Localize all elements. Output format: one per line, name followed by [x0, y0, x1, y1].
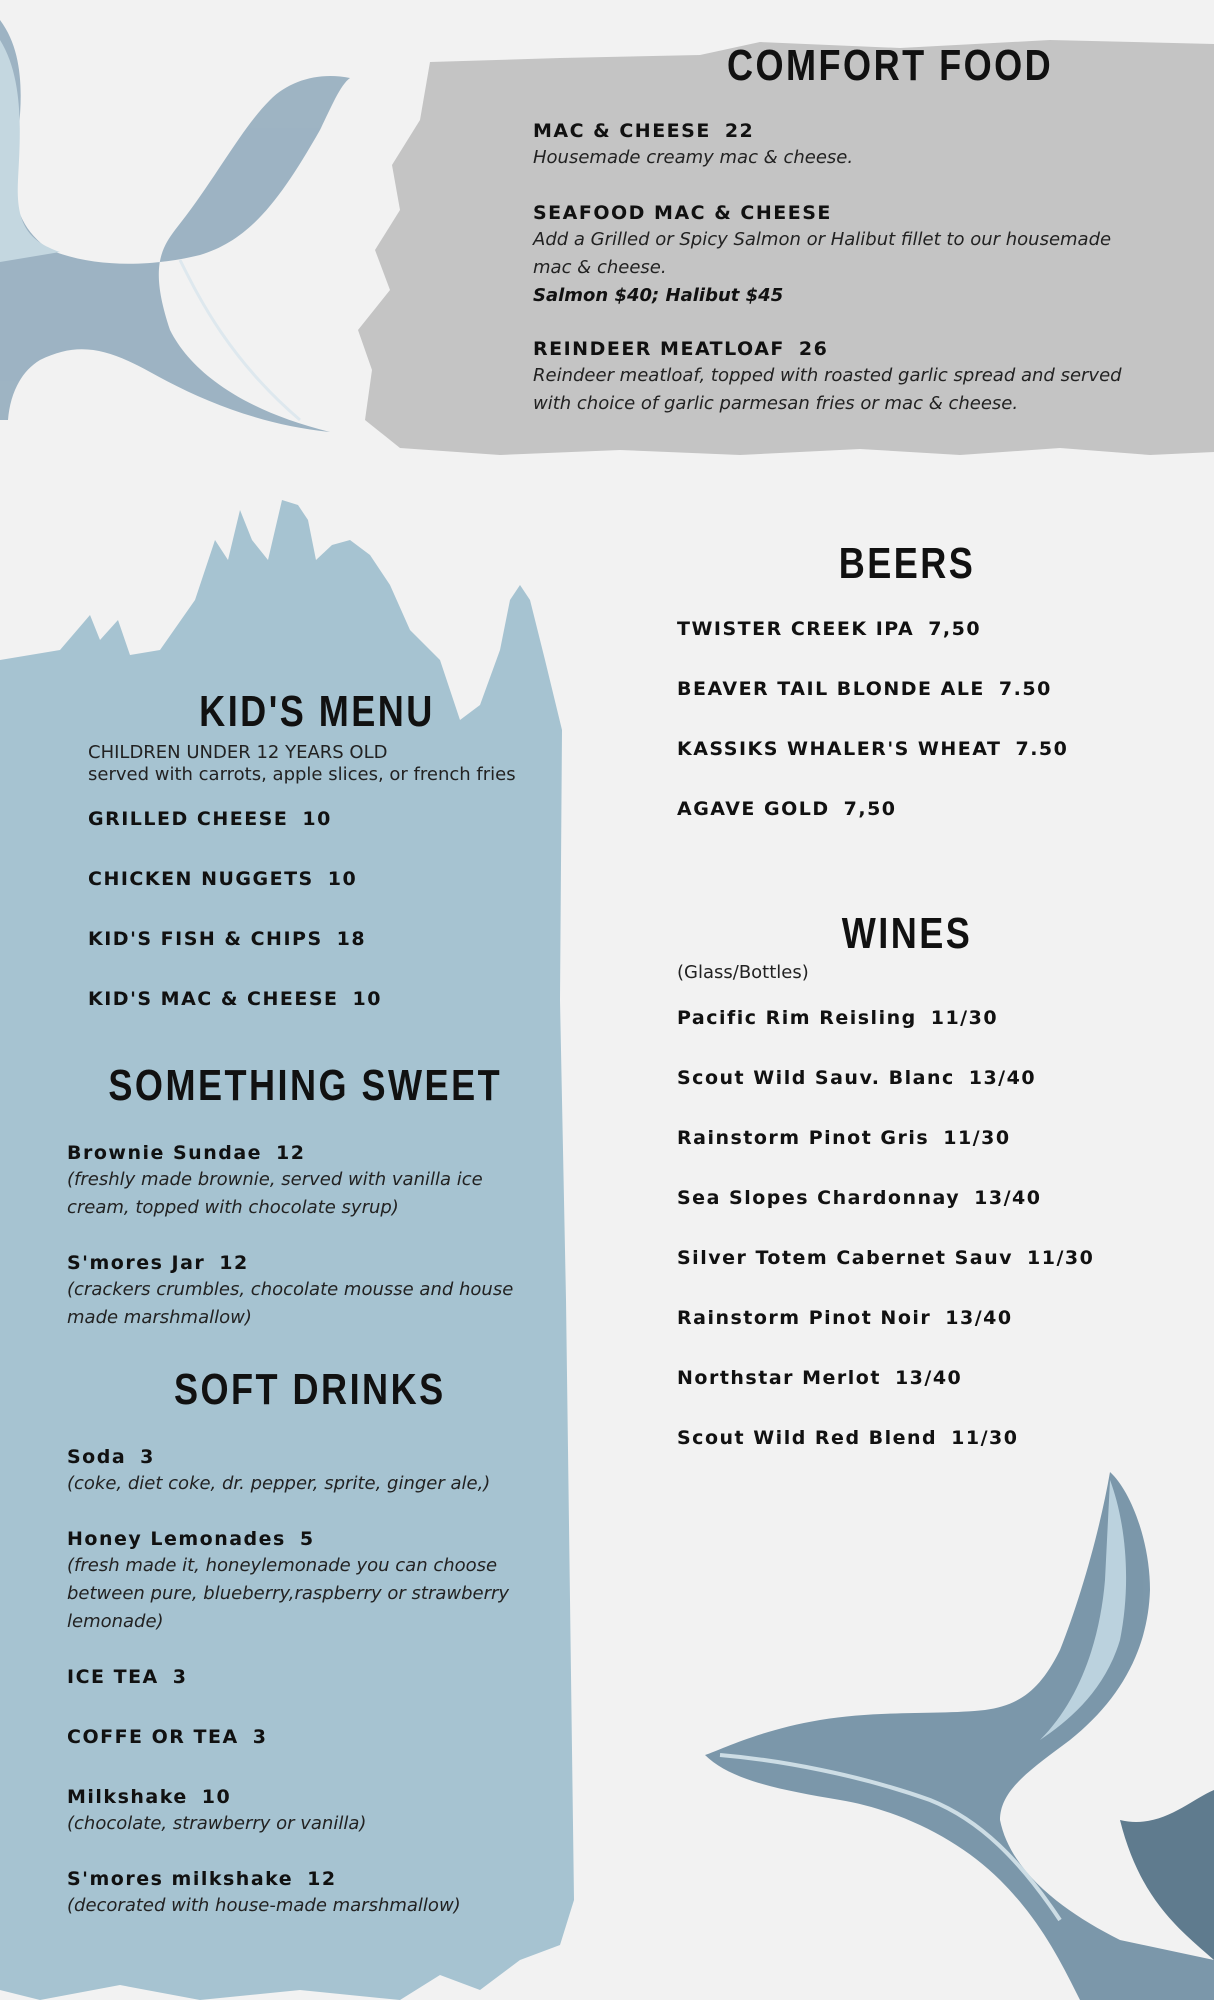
dessert-item: [67, 1252, 537, 1332]
wines-heading: WINES: [841, 909, 973, 958]
item-description: Housemade creamy mac & cheese.: [533, 147, 854, 168]
item-price: 11/30: [1027, 1247, 1095, 1269]
item-name: S'mores Jar: [67, 1252, 206, 1274]
something-sweet-heading: SOMETHING SWEET: [108, 1061, 503, 1110]
item-name: ICE TEA: [67, 1666, 159, 1688]
item-price: 11/30: [951, 1427, 1019, 1449]
wine-item: [677, 1187, 1177, 1209]
drink-item: [67, 1528, 537, 1636]
item-name: KID'S FISH & CHIPS: [88, 928, 323, 950]
wine-item: [677, 1367, 1177, 1389]
item-price: 13/40: [974, 1187, 1042, 1209]
beer-item: [677, 678, 1177, 700]
drink-item: [67, 1446, 537, 1498]
item-description: (freshly made brownie, served with vanilla ice cream, topped with chocolate syrup): [67, 1169, 483, 1218]
item-price: 3: [252, 1726, 268, 1748]
item-price: 7.50: [1015, 738, 1069, 760]
item-price: 11/30: [930, 1007, 999, 1029]
item-name: REINDEER MEATLOAF: [533, 338, 785, 360]
item-price: 7.50: [998, 678, 1052, 700]
drink-item: [67, 1868, 537, 1920]
item-price: 3: [140, 1446, 155, 1468]
item-name: Scout Wild Red Blend: [677, 1427, 938, 1449]
item-description: Add a Grilled or Spicy Salmon or Halibut fillet to our housemade mac & cheese.: [533, 229, 1112, 278]
item-price-options: Salmon $40; Halibut $45: [533, 285, 784, 306]
item-name: Sea Slopes Chardonnay: [677, 1187, 961, 1209]
item-name: Soda: [67, 1446, 127, 1468]
item-price: 11/30: [943, 1127, 1011, 1149]
comfort-food-section: [533, 120, 1153, 418]
soft-drinks-section: [67, 1446, 537, 1920]
item-name: Rainstorm Pinot Noir: [677, 1307, 932, 1329]
wine-item: [677, 1067, 1177, 1089]
beer-item: [677, 738, 1177, 760]
comfort-food-heading: COMFORT FOOD: [727, 41, 1054, 90]
item-price: 22: [724, 120, 755, 142]
wine-item: [677, 1427, 1177, 1449]
menu-item: [533, 120, 1153, 172]
item-price: 5: [299, 1528, 315, 1550]
kids-menu-sides-note: served with carrots, apple slices, or french fries: [88, 764, 516, 785]
item-name: Scout Wild Sauv. Blanc: [677, 1067, 955, 1089]
item-price: 10: [327, 868, 358, 890]
item-price: 13/40: [894, 1367, 963, 1389]
menu-item: [533, 202, 1153, 310]
item-description: (decorated with house-made marshmallow): [67, 1895, 461, 1916]
item-name: SEAFOOD MAC & CHEESE: [533, 202, 832, 224]
wine-item: [677, 1127, 1177, 1149]
item-price: 12: [219, 1252, 249, 1274]
soft-drinks-heading: SOFT DRINKS: [174, 1365, 446, 1414]
item-price: 12: [276, 1142, 306, 1164]
item-name: Silver Totem Cabernet Sauv: [677, 1247, 1013, 1269]
item-name: Honey Lemonades: [67, 1528, 286, 1550]
item-price: 10: [352, 988, 382, 1010]
item-price: 3: [172, 1666, 188, 1688]
kids-menu-section: [88, 808, 558, 1010]
item-name: COFFE OR TEA: [67, 1726, 239, 1748]
kids-item: [88, 928, 558, 950]
item-name: TWISTER CREEK IPA: [677, 618, 915, 640]
item-name: GRILLED CHEESE: [88, 808, 289, 830]
kids-item: [88, 988, 558, 1010]
drink-item: [67, 1666, 537, 1688]
item-description: (crackers crumbles, chocolate mousse and house made marshmallow): [67, 1279, 514, 1328]
menu-item: [533, 338, 1153, 418]
item-price: 10: [302, 808, 332, 830]
item-price: 13/40: [968, 1067, 1037, 1089]
item-description: (fresh made it, honeylemonade you can choose between pure, blueberry,raspberry or strawberry lemonade): [67, 1555, 510, 1632]
dessert-item: [67, 1142, 537, 1222]
item-price: 18: [336, 928, 367, 950]
item-price: 12: [307, 1868, 337, 1890]
item-price: 13/40: [945, 1307, 1013, 1329]
something-sweet-section: [67, 1142, 537, 1332]
item-name: Rainstorm Pinot Gris: [677, 1127, 930, 1149]
whale-tail-top-left: [0, 20, 350, 432]
beers-heading: BEERS: [838, 539, 976, 588]
kids-item: [88, 868, 558, 890]
item-description: (coke, diet coke, dr. pepper, sprite, ginger ale,): [67, 1473, 491, 1494]
wine-item: [677, 1007, 1177, 1029]
item-name: CHICKEN NUGGETS: [88, 868, 314, 890]
drink-item: [67, 1726, 537, 1748]
item-name: BEAVER TAIL BLONDE ALE: [677, 678, 985, 700]
item-name: Brownie Sundae: [67, 1142, 263, 1164]
item-price: 26: [798, 338, 829, 360]
kids-menu-age-note: CHILDREN UNDER 12 YEARS OLD: [88, 742, 388, 763]
item-price: 10: [201, 1786, 232, 1808]
wines-note: (Glass/Bottles): [677, 962, 809, 983]
item-name: MAC & CHEESE: [533, 120, 711, 142]
item-name: S'mores milkshake: [67, 1868, 294, 1890]
drink-item: [67, 1786, 537, 1838]
wines-section: [677, 1007, 1177, 1449]
item-description: Reindeer meatloaf, topped with roasted garlic spread and served with choice of garlic parmesan fries or mac & cheese.: [533, 365, 1122, 414]
kids-item: [88, 808, 558, 830]
beers-section: [677, 618, 1177, 820]
item-name: Northstar Merlot: [677, 1367, 881, 1389]
item-price: 7,50: [843, 798, 897, 820]
wine-item: [677, 1247, 1177, 1269]
kids-menu-heading: KID'S MENU: [199, 687, 435, 736]
item-description: (chocolate, strawberry or vanilla): [67, 1813, 367, 1834]
wine-item: [677, 1307, 1177, 1329]
beer-item: [677, 618, 1177, 640]
item-name: KID'S MAC & CHEESE: [88, 988, 339, 1010]
whale-tail-bottom-right: [705, 1472, 1214, 2000]
beer-item: [677, 798, 1177, 820]
item-name: KASSIKS WHALER'S WHEAT: [677, 738, 1002, 760]
item-price: 7,50: [928, 618, 982, 640]
item-name: AGAVE GOLD: [677, 798, 830, 820]
item-name: Milkshake: [67, 1786, 188, 1808]
item-name: Pacific Rim Reisling: [677, 1007, 917, 1029]
